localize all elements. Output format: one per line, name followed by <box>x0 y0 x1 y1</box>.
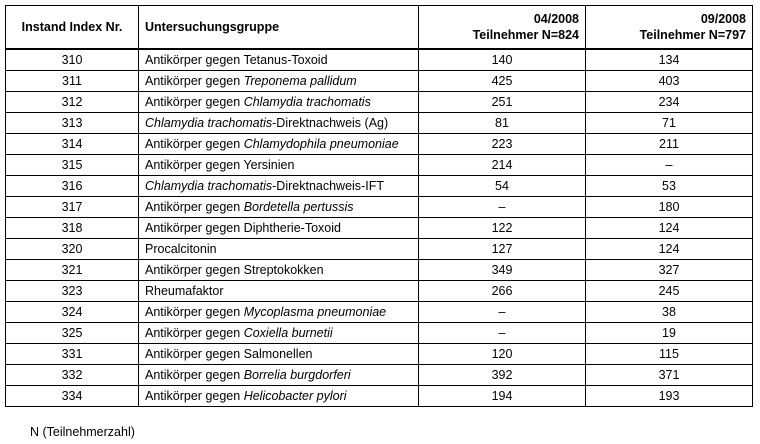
count-0908-cell: 180 <box>586 197 753 218</box>
header-col2 <box>586 6 753 50</box>
table-row <box>6 344 753 365</box>
group-cell <box>139 302 419 323</box>
index-cell: 316 <box>6 176 139 197</box>
count-0908-cell: 124 <box>586 218 753 239</box>
count-0908-cell: 193 <box>586 386 753 407</box>
group-text-post: -Direktnachweis (Ag) <box>272 116 389 130</box>
header-col1 <box>419 6 586 50</box>
group-text-pre: Antikörper gegen <box>145 200 244 214</box>
index-cell: 310 <box>6 49 139 71</box>
group-cell <box>139 197 419 218</box>
index-cell: 320 <box>6 239 139 260</box>
group-text-pre: Procalcitonin <box>145 242 217 256</box>
count-0408-cell: – <box>419 323 586 344</box>
table-row <box>6 49 753 71</box>
group-text-pre: Rheumafaktor <box>145 284 224 298</box>
group-text-pre: Antikörper gegen Salmonellen <box>145 347 313 361</box>
group-organism-italic: Coxiella burnetii <box>243 326 333 340</box>
group-organism-italic: Helicobacter pylori <box>243 389 347 403</box>
group-cell <box>139 71 419 92</box>
count-0908-cell: 371 <box>586 365 753 386</box>
index-cell: 331 <box>6 344 139 365</box>
index-cell: 311 <box>6 71 139 92</box>
table-body <box>6 49 753 407</box>
group-organism-italic: Chlamydia trachomatis <box>145 116 273 130</box>
group-cell <box>139 218 419 239</box>
index-cell: 314 <box>6 134 139 155</box>
group-organism-italic: Treponema pallidum <box>243 74 357 88</box>
index-cell: 321 <box>6 260 139 281</box>
group-text-post: -Direktnachweis-IFT <box>272 179 384 193</box>
table-row <box>6 323 753 344</box>
group-text-pre: Antikörper gegen Diphtherie-Toxoid <box>145 221 341 235</box>
group-cell <box>139 176 419 197</box>
count-0408-cell: 214 <box>419 155 586 176</box>
table-row <box>6 281 753 302</box>
count-0408-cell: 392 <box>419 365 586 386</box>
table-row <box>6 260 753 281</box>
group-organism-italic: Chlamydia trachomatis <box>145 179 273 193</box>
index-cell: 332 <box>6 365 139 386</box>
group-cell <box>139 365 419 386</box>
count-0408-cell: – <box>419 197 586 218</box>
count-0408-cell: 140 <box>419 49 586 71</box>
index-cell: 323 <box>6 281 139 302</box>
group-cell <box>139 49 419 71</box>
header-col2-n: Teilnehmer N=797 <box>639 28 746 42</box>
count-0908-cell: 234 <box>586 92 753 113</box>
count-0408-cell: 120 <box>419 344 586 365</box>
group-text-pre: Antikörper gegen Yersinien <box>145 158 295 172</box>
index-cell: 315 <box>6 155 139 176</box>
group-text-pre: Antikörper gegen <box>145 305 244 319</box>
group-text-pre: Antikörper gegen <box>145 389 244 403</box>
table-row <box>6 386 753 407</box>
count-0908-cell: 211 <box>586 134 753 155</box>
group-text-pre: Antikörper gegen Streptokokken <box>145 263 324 277</box>
group-cell <box>139 323 419 344</box>
group-text-pre: Antikörper gegen <box>145 137 244 151</box>
index-cell: 313 <box>6 113 139 134</box>
index-cell: 334 <box>6 386 139 407</box>
group-cell <box>139 344 419 365</box>
table-header-row <box>6 6 753 50</box>
index-cell: 324 <box>6 302 139 323</box>
table-row <box>6 155 753 176</box>
count-0408-cell: 81 <box>419 113 586 134</box>
index-cell: 318 <box>6 218 139 239</box>
table-row <box>6 176 753 197</box>
table-row <box>6 71 753 92</box>
header-col1-n: Teilnehmer N=824 <box>472 28 579 42</box>
header-index: Instand Index Nr. <box>6 6 139 50</box>
group-cell <box>139 113 419 134</box>
table-row <box>6 365 753 386</box>
count-0408-cell: 127 <box>419 239 586 260</box>
group-organism-italic: Bordetella pertussis <box>243 200 354 214</box>
group-organism-italic: Mycoplasma pneumoniae <box>243 305 387 319</box>
count-0908-cell: 327 <box>586 260 753 281</box>
count-0908-cell: 134 <box>586 49 753 71</box>
count-0908-cell: 19 <box>586 323 753 344</box>
count-0408-cell: 425 <box>419 71 586 92</box>
table-row <box>6 197 753 218</box>
count-0908-cell: 403 <box>586 71 753 92</box>
count-0908-cell: 245 <box>586 281 753 302</box>
count-0408-cell: 122 <box>419 218 586 239</box>
header-group: Untersuchungsgruppe <box>139 6 419 50</box>
count-0408-cell: 349 <box>419 260 586 281</box>
group-text-pre: Antikörper gegen Tetanus-Toxoid <box>145 53 328 67</box>
header-col1-date: 04/2008 <box>533 12 579 26</box>
count-0408-cell: – <box>419 302 586 323</box>
group-organism-italic: Chlamydophila pneumoniae <box>243 137 399 151</box>
header-col2-date: 09/2008 <box>700 12 746 26</box>
group-organism-italic: Borrelia burgdorferi <box>243 368 351 382</box>
table-row <box>6 113 753 134</box>
table-row <box>6 239 753 260</box>
group-text-pre: Antikörper gegen <box>145 74 244 88</box>
group-organism-italic: Chlamydia trachomatis <box>243 95 371 109</box>
group-cell <box>139 281 419 302</box>
group-cell <box>139 386 419 407</box>
count-0908-cell: 53 <box>586 176 753 197</box>
count-0908-cell: 71 <box>586 113 753 134</box>
table-row <box>6 218 753 239</box>
count-0408-cell: 251 <box>419 92 586 113</box>
group-text-pre: Antikörper gegen <box>145 368 244 382</box>
index-cell: 325 <box>6 323 139 344</box>
count-0408-cell: 223 <box>419 134 586 155</box>
count-0908-cell: 124 <box>586 239 753 260</box>
footnote: N (Teilnehmerzahl) <box>30 425 135 439</box>
count-0908-cell: – <box>586 155 753 176</box>
group-cell <box>139 239 419 260</box>
count-0408-cell: 194 <box>419 386 586 407</box>
table-row <box>6 92 753 113</box>
group-cell <box>139 134 419 155</box>
count-0908-cell: 115 <box>586 344 753 365</box>
table-row <box>6 302 753 323</box>
group-cell <box>139 92 419 113</box>
count-0408-cell: 266 <box>419 281 586 302</box>
index-cell: 312 <box>6 92 139 113</box>
count-0908-cell: 38 <box>586 302 753 323</box>
participants-table <box>5 5 753 407</box>
group-cell <box>139 155 419 176</box>
count-0408-cell: 54 <box>419 176 586 197</box>
group-text-pre: Antikörper gegen <box>145 95 244 109</box>
group-cell <box>139 260 419 281</box>
table-row <box>6 134 753 155</box>
index-cell: 317 <box>6 197 139 218</box>
group-text-pre: Antikörper gegen <box>145 326 244 340</box>
